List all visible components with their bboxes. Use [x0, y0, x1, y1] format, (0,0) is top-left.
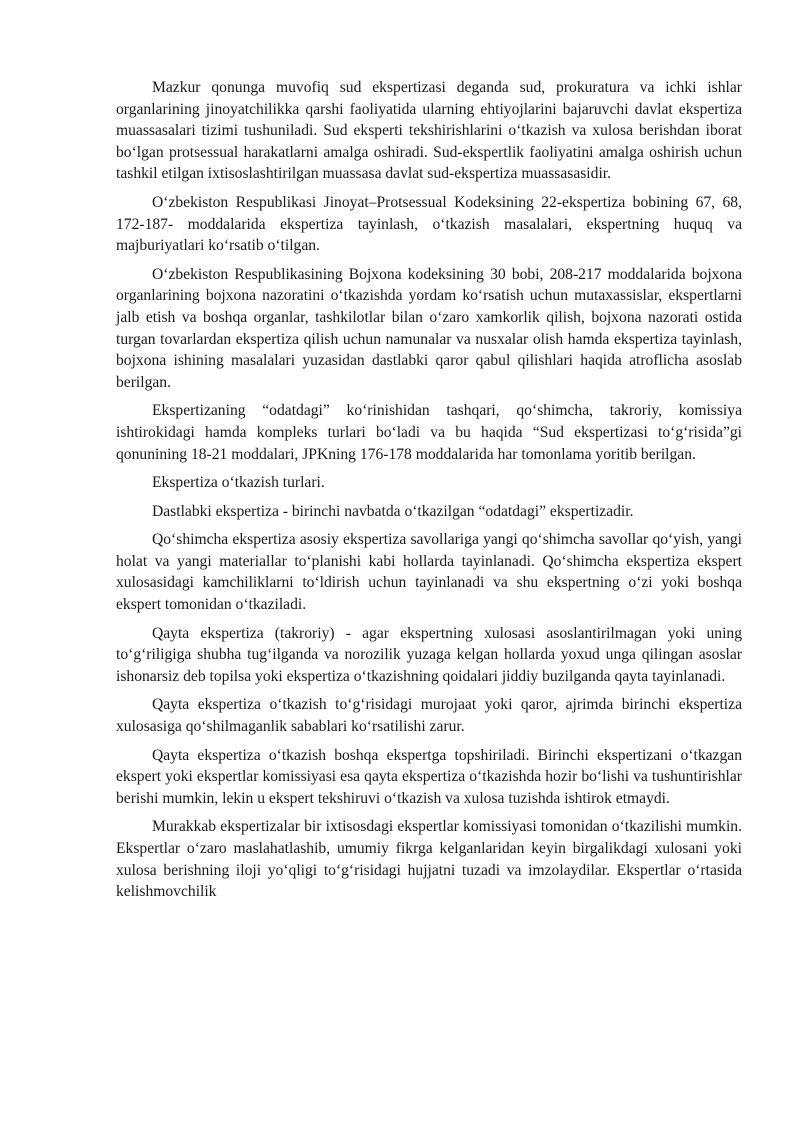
paragraph: Ekspertizaning “odatdagi” ko‘rinishidan tashqari, qo‘shimcha, takroriy, komissiya ishtirokidagi hamda kompleks turlari bo‘ladi va bu haqida “Sud ekspertizasi to‘g‘risida”gi qonunining 18-21 moddalari, JPKning 176-178 moddalarida har tomonlama yoritib berilgan. [116, 402, 742, 463]
paragraph: Qayta ekspertiza o‘tkazish boshqa ekspertga topshiriladi. Birinchi ekspertizani o‘tkazgan ekspert yoki ekspertlar komissiyasi esa qayta ekspertiza o‘tkazishda hozir bo‘lishi va tushuntirishlar berishi mumkin, lekin u ekspert tekshiruvi o‘tkazish va xulosa tuzishda ishtirok etmaydi. [116, 746, 742, 807]
paragraph: Murakkab ekspertizalar bir ixtisosdagi ekspertlar komissiyasi tomonidan o‘tkazilishi mumkin. Ekspertlar o‘zaro maslahatlashib, umumiy fikrga kelganlaridan keyin birgalikdagi xulosani yoki xulosa berishning iloji yo‘qligi to‘g‘risidagi hujjatni tuzadi va imzolaydilar. Ekspertlar o‘rtasida kelishmovchilik [116, 818, 742, 901]
paragraph: Dastlabki ekspertiza - birinchi navbatda o‘tkazilgan “odatdagi” ekspertizadir. [152, 502, 634, 520]
document-body [116, 77, 742, 910]
paragraph: Qayta ekspertiza (takroriy) - agar ekspertning xulosasi asoslantirilmagan yoki uning to‘g‘riligiga shubha tug‘ilganda va norozilik yuzaga kelgan hollarda yoxud unga qilingan asoslar ishonarsiz deb topilsa yoki ekspertiza o‘tkazishning qoidalari jiddiy buzilganda qayta tayinlanadi. [116, 624, 742, 685]
paragraph: Qayta ekspertiza o‘tkazish to‘g‘risidagi murojaat yoki qaror, ajrimda birinchi ekspertiza xulosasiga qo‘shilmaganlik sabablari ko‘rsatilishi zarur. [116, 696, 742, 736]
paragraph: Mazkur qonunga muvofiq sud ekspertizasi deganda sud, prokuratura va ichki ishlar organlarining jinoyatchilikka qarshi faoliyatida ularning ehtiyojlarini bajaruvchi davlat ekspertiza muassasalari tizimi tushuniladi. Sud eksperti tekshirishlarini o‘tkazish va xulosa berishdan iborat bo‘lgan protsessual harakatlarni amalga oshiradi. Sud-ekspertlik faoliyatini amalga oshirish uchun tashkil etilgan ixtisoslashtirilgan muassasa davlat sud-ekspertiza muassasasidir. [116, 79, 742, 183]
paragraph: O‘zbekiston Respublikasi Jinoyat–Protsessual Kodeksining 22-ekspertiza bobining 67, 68, 172-187- moddalarida ekspertiza tayinlash, o‘tkazish masalalari, ekspertning huquq va majburiyatlari ko‘rsatib o‘tilgan. [116, 193, 742, 255]
paragraph: Qo‘shimcha ekspertiza asosiy ekspertiza savollariga yangi qo‘shimcha savollar qo‘yish, yangi holat va yangi materiallar to‘planishi kabi hollarda tayinlanadi. Qo‘shimcha ekspertiza ekspert xulosasidagi kamchiliklarni to‘ldirish uchun tayinlanadi va shu ekspertning o‘zi yoki boshqa ekspert tomonidan o‘tkaziladi. [116, 531, 742, 614]
paragraph: O‘zbekiston Respublikasining Bojxona kodeksining 30 bobi, 208-217 moddalarida bojxona organlarining bojxona nazoratini o‘tkazishda yordam ko‘rsatish uchun mutaxassislar, ekspertlarni jalb etish va boshqa organlar, tashkilotlar bilan o‘zaro xamkorlik qilish, bojxona nazorati ostida turgan tovarlardan ekspertiza qilish uchun namunalar va nusxalar olish hamda ekspertiza tayinlash, bojxona ishining masalalari yuzasidan dastlabki qaror qabul qilishlari haqida atroflicha asoslab berilgan. [116, 265, 742, 391]
section-heading: Ekspertiza o‘tkazish turlari. [152, 474, 325, 492]
